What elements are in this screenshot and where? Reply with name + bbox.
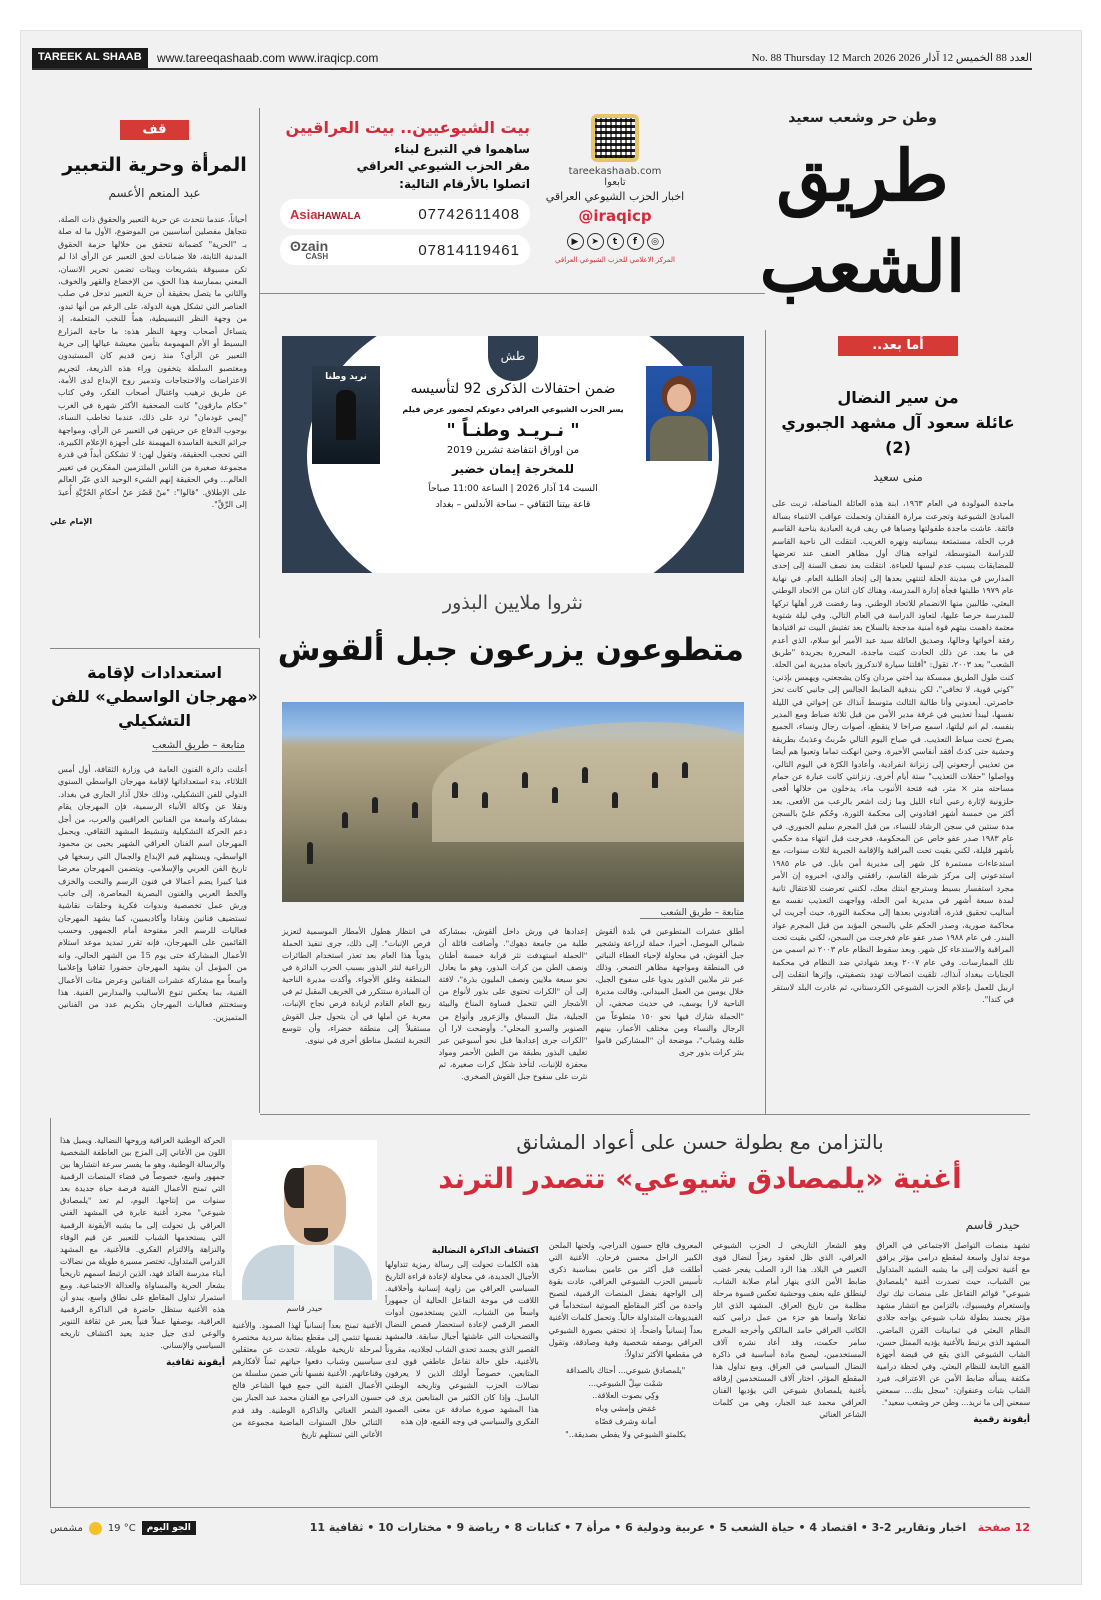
memoir-body: ماجدة المولودة في العام ١٩٦٣، ابنة هذه العائلة المناضلة، تربت على المبادئ الشيوعية وتجرعت مرارة الفقدان وتحملت عواقب الانتماء بسالة فائقة. عاشت ماجدة طفولتها وصباها في ريف قرية العبادية بناحية القاسم قرب الحلة، مستمتعة ببساتينه ونهره الغريب. انتقلت الى ناحية القاسم للدراسة المتوسطة، لتواجه هناك أول مظاهر العنف عند تعرضها للمضايقات بسبب عدم لبسها للعباءة. انتقلت بعد نصف السنة إلى إحدى المدارس في مدينة الحلة لتنتهي بعدها إلى إتحاد الطلبة العام. في نهاية عام ١٩٧٩ طلبتها فجأة إدارة المدرسة، وهناك كان اثنان من الاتحاد الوطني البعثي، طالبين منها الانضمام للاتحاد الوطني. وما رفضت قرر أهلها تركها للمدرسة حرصا عليها، لتعاود الدراسة في العام التالي. وفي ليلة شتوية معتمة داهمت بيتهم قوة أمنية مدججة بالسلاح بعد تفتيش البيت تم اقتيادها رفقة أخواتها وخالها، وصديق العائلة سيد عبد الأمير أبو سلام، الذي أعدم في ما بعد. عن ذلك الحادث كتبت ماجدة، المحررة بجريدة "طريق الشعب" بعد ٢٠٠٣، تقول: "أقلتنا سيارة لاندكروز باتجاه مديرية امن الحلة. كنت طول الطريق ممسكة بيد أختي مردان وكان يشجعني، ويهمس بإذني: "كوني قوية، لا تخافي"، لكن بندقية الضابط الجالس إلى جانبي كانت تحز خاصرتي. أبعدوني وأنا طالبة الثالث متوسط آنذاك عن إخواتي في الليلة نفسها، ليبدأ تعذيبي في غرفة مدير الأمن من قبل ثلاثة ضباط ومع المدير بنفسه. لم انم ليلتها، اسمع صراخا لا ينقطع، أصوات رجال ونساء، الجميع يصرخ تحت سياط التعذيب. في صباح اليوم التالي ضُربتُ وعذبتُ بطريقة وحشية حتى كدتُ أفقد أنفاسي الأخيرة. وحين انهكت تماما وتعبوا هم أيضا من تعذيبي أرجعوني إلى زنزانة انفرادية، وأعادوا الكرّة في اليوم التالي، وواصلوا "حفلات التعذيب" ستة أيام أخرى. زنزانتي كانت عبارة عن حمام مساحته متر × متر، فيه فتحة الأنبوب ماء، يدخلون من خلالها أفعى حلزونية لإثارة رعبي أثناء الليل وما زلت اشعر بالرعب من الأفعى. بعد أكثر من خمسة أشهر اقتادوني إلى محكمة الثورة، وحُكم عليّ بالسجن مدة سنتين في سجن الرشاد للنساء، من قبل المجرم سليم الجبوري. في عام ١٩٨٣ صدر عفو خاص عن المحكومة، فخرجت قبل انتهاء مدة حكمي بأشهر قليلة، لكني بقيت تحت المراقبة والإقامة الجبرية لثلاث سنوات، مع استدعاءات مستمرة كل شهر إلى مديرية أمن بابل. في عام ١٩٨٥ استدعوني إلى مركز شرطة القاسم، رافقني والدي، اخبروه إن الأمر مجرد استفسار بسيط وسترجع ابنتك معك، لكنني تعرضت للاعتقال ثانية لمدة سبعة أشهر في مديرية امن الحلة، وواجهت التعذيب نفسه مع أساليب تحقيق قذرة، أقتادوني بعدها إلى محكمة الثورة، حيث أجريت لي محاكمة صورية، وصدر الحكم علي بالسجن المؤبد من قبل المجرم عواد البندر. في عام ١٩٨٨ صدر عفو عام فخرجت من السجن، لكني بقيت تحت المراقبة والاستدعاء كل شهر. وبعد سقوط النظام عام ٢٠٠٣ تم اسمي من تلك الممارسات. وفي عام ٢٠٠٧ وبعد شهادتي ضد النظام في محكمة الجنايات ببغداد آنذاك، تلقيت اتصالات تهدد بتصفيتي، وإثرها انتقلت إلى اربيل للعمل بإعلام الحزب الشيوعي الكردستاني، ثم غادرت البلد لاستقر في كندا". xyxy=(772,499,1015,1005)
weather-widget xyxy=(50,1521,196,1535)
poster-title: نريد وطنا xyxy=(325,372,367,382)
verse-line: وكِي بصوت العلاقة.. xyxy=(592,1391,659,1401)
main-col-3: في انتظار هطول الأمطار الموسمية لتعزيز فرص الإنبات". إلى ذلك، جرى تنفيذ الحملة يدوياً هذا العام بعد تعذر استخدام الطائرات الزراعية لنثر البذور بسبب الحرب الدائرة في المنطقة وغلق الأجواء. وأكدت مديرة الناحية أن المبادرة ستتكرر في الخريف المقبل ثم في ربيع العام القادم لزيادة فرص نجاح الإنبات، معربة عن أملها في أن يتحول جبل القوش مستقبلاً إلى منطقة خضراء، وأن تتوسع التجربة لتشمل مناطق أخرى في نينوى. xyxy=(281,927,431,1045)
verse-line: أمانة وشرف قصّاه xyxy=(595,1416,657,1426)
opinion-column xyxy=(50,108,260,638)
issue-info: No. 88 Thursday 12 March 2026 العدد 88 الخميس 12 آذار 2026 xyxy=(751,52,1032,64)
song-col-3 xyxy=(549,1240,703,1500)
song-author: حيدر قاسم xyxy=(965,1218,1020,1232)
social-box xyxy=(545,108,685,288)
sun-icon xyxy=(89,1522,102,1535)
memoir-title-line-1: من سير النضال xyxy=(837,388,959,407)
section-index xyxy=(310,1521,1030,1534)
song-body xyxy=(385,1240,1030,1500)
memoir-label: أما بعد.. xyxy=(838,336,958,356)
weather-label: الجو اليوم xyxy=(142,1521,196,1535)
song-subhead-cultural: أيقونة ثقافية xyxy=(166,1358,225,1369)
zaincash-number[interactable]: 07814119461 xyxy=(418,241,520,259)
asiahawala-number[interactable]: 07742611408 xyxy=(418,205,520,223)
event-banner xyxy=(282,336,744,573)
song-subhead-digital: أيقونة رقمية xyxy=(973,1415,1030,1426)
slogan: وطن حر وشعب سعيد xyxy=(788,110,937,126)
main-col-1: أطلق عشرات المتطوعين في بلدة ألقوش شمالي الموصل، أخيرا، حملة لزراعة وتشجير جبل ألقوش، في محاولة لإحياء الغطاء النباتي في المنطقة ومواجهة مظاهر التصحر، وذلك عبر نثر ملايين البذور يدويا على سفوح الجبل، خلال يومين من العمل الميداني. وقالت مديرة الناحية لارا يوسف، في حديث صحفي، أن "الحملة شارك فيها نحو ١٥٠ متطوعاً من الرجال والنساء ومن مختلف الأعمار، بينهم طلبة وشباب"، موضحة أن "المشاركين قاموا بنثر كرات بذور جرى xyxy=(595,927,744,1057)
film-title: " نـريـد وطنـاً " xyxy=(446,420,580,441)
masthead xyxy=(690,110,1035,308)
weather-temperature: 19 °C xyxy=(107,1522,136,1534)
event-occasion: ضمن احتفالات الذكرى 92 لتأسيسه xyxy=(410,381,616,397)
song-left-text: الحركة الوطنية العراقية وروحها النضالية. ويميل هذا اللون من الأغاني إلى المزج بين العاطفة الشخصية والرسالة الوطنية، وهو ما يفسر سرعة انتشارها بين جمهور واسع، خصوصاً في فضاء المنصات الرقمية التي تمنح الأعمال الفنية فرصة حياة جديدة بعد سنوات من إنتاجها. اليوم، لم تعد "يلمصادق شيوعي" مجرد أغنية عابرة في المشهد الفني العراقي بل تحولت إلى ما يشبه الأيقونة الرقمية التي يستخدمها الشباب للتعبير عن قيم الوفاء والنزاهة والالتزام الفكري. فالأغنية، مع المشهد الدرامي المتداول، تختصر مسيرة طويلة من نضالات أبناء مدرسة الفائد فهد، الذين ارتبط اسمهم تاريخياً بشعار الحرية والمساواة والعدالة الاجتماعية. ومع استمرار تداول المقاطع على نطاق واسع، يبدو أن هذه الأغنية ستظل حاضرة في الذاكرة الرقمية العراقية، بوصفها عملاً فنياً يعبر عن ثقافة التنوير والوعي لدى جيل جديد يعيد اكتشاف تاريخه السياسي والإنساني. xyxy=(60,1136,225,1351)
event-invite: يسر الحزب الشيوعي العراقي دعوتكم لحضور عرض فيلم xyxy=(402,405,624,414)
instagram-icon[interactable]: ◎ xyxy=(647,233,664,250)
zaincash-row xyxy=(280,235,530,265)
song-left-column xyxy=(60,1135,225,1495)
festival-body: أعلنت دائرة الفنون العامة في وزارة الثقافة، أول أمس الثلاثاء، بدء استعداداتها لإقامة مهرجان الواسطي السنوي الدولي للفن التشكيلي، وذلك خلال آذار الجاري في بغداد. ونقلا عن وكالة الأنباء الرسمية، فإن المهرجان يقام بمشاركة واسعة من الفنانين العراقيين والعرب، من أجل دعم الحركة التشكيلية وتنشيط المشهد الثقافي. ويحمل المهرجان اسم الفنان العراقي الشهير يحيى بن محمود الواسطي، ويستلهم قيم الإبداع والجمال التي رسخها في تاريخ الفن العربي والإسلامي. ويتضمن المهرجان معرضا فنيا كبيرا يضم أعمالا في فنون الرسم والنحت والخزف والخط العربي والفنون البصرية المعاصرة، إلى جانب ورش عمل تخصصية وندوات فكرية وحلقات نقاشية تستضيف فنانين ونقادا وأكاديميين، كما يشهد المهرجان فعاليات للرسم الحر مفتوحة أمام الجمهور. وحسب القائمين على المهرجان، فإنه تقرر تمديد موعد استلام الأعمال المشاركة حتى يوم 15 من الشهر الحالي، وانه من المؤمل أن يشهد المهرجان حضورا ثقافيا وإعلاميا واسعاً مع مشاركة عشرات الفنانين وعرض مئات الأعمال الفنية، بما يعكس تنوع الأساليب والمدارس الفنية. هذا وستختتم فعاليات المهرجان بتكريم عدد من الفنانين المتميزين. xyxy=(58,765,248,1022)
song-col-2-text: وهو الشعار التاريخي لـ الحزب الشيوعي العراقي، الذي ظل لعقود رمزاً لنضال قوى التغيير في البلاد. هذا الرد الصلب يفجر غضب ضابط الأمن الذي ينهار أمام صلابة الشاب، لينطلق عليه بعنف ووحشية تعكس قسوة مرحلة مظلمة من تاريخ العراق. المشهد الذي اثار تفاعلا واسعا هو جزء من عمل درامي كتبه الكاتب العراقي حامد المالكي وأخرجه المخرج سامر حكمت، وقد أعاد نشره آلاف المستخدمين، ليصبح مادة أساسية في ذاكرة النضال السياسي في العراق. ومع تداول هذا المقطع المؤثر، اختار آلاف المستخدمين إرفاقه بأغنية يلمصادق شيوعي التي يؤديها الفنان العراقي محمد عبد الجبار، وهي من كلمات الشاعر الغنائي xyxy=(712,1241,867,1420)
verse-line: بكلمتو الشيوعي ولا يفطي بصديقة.." xyxy=(565,1429,687,1439)
party-logo-icon: طش xyxy=(488,336,538,381)
song-col-3-text: المعروف فالح حسون الدراجي، ولحنها الملحن الكبير الراحل محسن فرحان. الأغنية التي أطلقت قبل أكثر من عامين بمناسبة ذكرى تأسيس الحزب الشيوعي العراقي، عادت بقوة إلى الواجهة بفضل المنصات الرقمية، لتصبح واحدة من أكثر المقاطع الصوتية استخداماً في الفيديوهات المتداولة حالياً. وتحمل كلمات الأغنية بعداً إنسانياً واضحاً، إذ تحتفي بصورة الشيوعي العراقي بوصفه شخصية وفية وصادقة، وتقول في مقطعها الأكثر تداولاً: xyxy=(548,1241,703,1359)
youtube-icon[interactable]: ▶ xyxy=(567,233,584,250)
memoir-author: منى سعيد xyxy=(873,470,923,485)
footer xyxy=(50,1521,1030,1543)
verse-line: "يلمصادق شيوعي... أحتاك بالصداقة xyxy=(565,1365,686,1375)
main-body xyxy=(282,912,744,1107)
social-icons xyxy=(545,233,685,250)
festival-article xyxy=(50,648,260,1113)
donation-line-3: اتصلوا بالأرقام التالية: xyxy=(399,176,530,191)
social-handle[interactable]: @iraqicp xyxy=(578,207,652,225)
verse-line: شمْت سِلّ الشيوعي... xyxy=(588,1378,663,1388)
song-mid-text: الأغنية تمنح بعداً إنسانياً لهذا الصمود. والأغنية نفسها تنتمي إلى مقطع بمثابة سردية مختصرة لمرحلة تاريخية طويلة، تتحدث عن معتقلين سياسيين وشباب دفعوا حياتهم ثمناً لأفكارهم وقناعاتهم. الأغنية نفسها تأتي ضمن سلسلة من الأعمال الفنية التي جمع فيها الشاعر فالح حسون الدراجي مع الفنان محمد عبد الجبار بين الشعر الغنائي والذاكرة الوطنية. وقد قدم الثنائي خلال السنوات الماضية مجموعة من الأغاني التي تستلهم تاريخ xyxy=(232,1321,382,1439)
facebook-icon[interactable]: f xyxy=(627,233,644,250)
song-verse xyxy=(549,1365,703,1442)
site-link[interactable]: tareekashaab.com xyxy=(568,166,662,177)
song-col-2 xyxy=(713,1240,867,1500)
song-kicker: بالتزامن مع بطولة حسن على أعواد المشانق xyxy=(516,1130,884,1154)
festival-byline: متابعة – طريق الشعب xyxy=(152,740,245,751)
page-count: 12 صفحة xyxy=(977,1521,1030,1534)
qr-code-icon[interactable] xyxy=(591,114,639,162)
news-label: اخبار الحزب الشيوعي العراقي xyxy=(545,190,685,203)
section-list[interactable]: اخبار وتقارير 2-3 • اقتصاد 4 • حياة الشعب 5 • عربية ودولية 6 • مرأة 7 • كتابات 8 • رياضة 9 • مختارات 10 • ثقافية 11 xyxy=(309,1521,967,1534)
brand-tag: TAREEK AL SHAAB xyxy=(32,48,148,68)
memoir-title xyxy=(766,386,1030,460)
song-col-1 xyxy=(876,1240,1030,1500)
song-subhead-memory: اكتشاف الذاكرة النضالية xyxy=(431,1246,539,1256)
donation-title: بيت الشيوعيين.. بيت العراقيين xyxy=(285,118,530,137)
song-mid-column xyxy=(232,1320,382,1500)
memoir-title-line-2: عائلة سعود آل مشهد الجبوري (2) xyxy=(781,412,1015,457)
festival-title: استعدادات لإقامة «مهرجان الواسطي» للفن التشكيلي xyxy=(51,663,258,730)
main-headline: متطوعون يزرعون جبل ألقوش xyxy=(277,632,744,668)
column-title: المرأة وحرية التعبير xyxy=(62,154,247,176)
main-col-2: إعدادها في ورش داخل ألقوش، بمشاركة طلبة من جامعة دهوك". وأضافت قائلة أن "الحملة استهدفت نثر قرابة خمسة أطنان ونصف الطن من كرات البذور، وهو ما يعادل نحو سبعة ملايين ونصف المليون بذرة"، لافتة إلى أن "الكرات تحتوي على بذور لأنواع من الأشجار التي تتحمل قساوة المناخ والبيئة الجبلية، مثل السماق والزعرور وأنواع من الصنوبر والسرو المحلي". وأوضحت لارا أن "الكرات جرى إعدادها قبل نحو أسبوعين عبر تغليف البذور بطبقة من الطين الأحمر ومواد محفزة للإنبات، لتأخذ شكل كرات صغيرة، ثم نثرت على سفوح جبل القوش الصخري. xyxy=(438,927,588,1081)
author-photo xyxy=(232,1140,377,1300)
column-body: أحياناً، عندما نتحدث عن حرية التعبير والحقوق ذات الصلة، نتجاهل مفصلين أساسيين من الموضوع، الأول ما له صلة بـ "الحرية" كضمانة تتحقق من خلالها حزمة الحقوق المدنية الثابتة، فلا ضمانات لحق التعبير عن الرأي اذا لم تكن مسبوقة بتشريعات وبيئات تضمن تحرير الانسان، المعني بممارسة هذا الحق، من الإخضاع والقهر والخوف، والثاني ما يتصل بحقيقة أن حرية التعبير تدخل في صلب العناصر التي تشكل هوية الدولة، على الرغم من أنها تبدو، من وجهة النظر التبسيطية، هماً للنخب المتعلمة، إذ يتساءل أصحاب وجهة النظر هذه: ما حاجة المزارع البسيط أو الأم المهمومة بتأمين معيشة عيالها إلى حرية التعبير عن الرأي؟ منذ زمن قديم كان المستبدون ومغتصبو السلطة يتخفون وراء هذه الذريعة، لتجريم الاعتراضات والاحتجاجات وتدمير روح الإبداع لدى الأمة، عن طريق ترهيب واغتيال أصحاب الفكر، وفي كتاب "حكام مارقون" كانت الصحفية الأكثر شهرة في الغرب "إيمي غودمان" ترد على ذلك، عندما تخاطب النساء، بوجوب الدفاع عن حريتهن في التعبير عن الرأي، ومواجهة جرائم النخبة الفاسدة المهيمنة على أجهزة الإعلام الكبيرة، التي تحجب الحقيقة، وتقول لهن: لا تشككن أبداً في قدرة مجموعة صغيرة من الناس الملتزمين المفكرين في تغيير العالم... وفي الحقيقة إنهم الشيء الوحيد الذي غيّر العالم على الإطلاق. "قالوا": "منْ قَصُرَ عنْ أحكامِ الحُرِّيَّةِ أُعيدَ إلى الرِّقِّ". xyxy=(58,215,247,509)
telegram-icon[interactable]: ➤ xyxy=(587,233,604,250)
memoir-column xyxy=(765,330,1030,1115)
asiahawala-row xyxy=(280,199,530,229)
verse-line: غمَض وإمشي وياه xyxy=(595,1404,656,1414)
weather-condition: مشمس xyxy=(50,1522,83,1534)
media-center-label: المركز الاعلامي للحزب الشيوعي العراقي xyxy=(555,256,675,264)
site-urls[interactable]: www.tareeqashaab.com www.iraqicp.com xyxy=(157,51,379,65)
event-datetime: السبت 14 آذار 2026 | الساعة 11:00 صباحاً xyxy=(428,484,598,494)
donation-line-1: ساهموا في التبرع لبناء xyxy=(394,142,530,156)
zaincash-logo: ʘzain CASH xyxy=(290,238,329,261)
song-headline: أغنية «يلمصادق شيوعي» تتصدر الترند xyxy=(438,1162,962,1195)
song-col-4 xyxy=(385,1240,539,1500)
event-venue: قاعة بيتنا الثقافي – ساحة الأندلس – بغداد xyxy=(435,500,591,510)
newspaper-logo: طريق الشعب xyxy=(759,134,966,308)
song-col-4-text: هذه الكلمات تحولت إلى رسالة رمزية تتداولها الأجيال الجديدة، في محاولة لإعادة قراءة التاريخ السياسي العراقي من زاوية إنسانية وأخلاقية. اللافت في موجة التفاعل الحالية أن جمهوراً واسعاً من الشباب، الذين يستخدمون أدوات العصر الرقمي لإعادة استحضار قصص النضال والتضحيات التي عاشتها أجيال سابقة. فالمشهد القصير الذي يجسد تحدي الشاب لجلاديه، مقروناً بالأغنية، خلق حالة تفاعل عاطفي قوي لدى المتابعين، خصوصاً أولئك الذين لا يعرفون نضالات الحزب الشيوعي وتاريخه الوطني الباسل. وإذا كان الكثير من المتابعين يرى في هذا المشهد صورة صادقة عن معنى الصمود الفكري والسياسي في وجه القمع، فإن هذه xyxy=(385,1260,539,1427)
asiahawala-logo: AsiaHAWALA xyxy=(290,206,361,222)
song-col-1-text: تشهد منصات التواصل الاجتماعي في العراق موجة تداول واسعة لمقطع درامي مؤثر يرافق مع أغنية تحولت إلى ما يشبه النشيد المتداول بين الشباب، حيث تصدرت أغنية "يلمصادق شيوعي" قوائم التفاعل على منصات تيك توك وإنستغرام وفيسبوك، بالتزامن مع انتشار مشهد مؤثر يجسد بطولة شاب شيوعي يواجه جلادي النظام البعثي في ثمانينات القرن الماضي. المشهد الذي يرتبط بالأغنية يؤديه الممثل حسن، الشاب الشيوعي الذي يقع في قبضة أجهزة القمع التابعة للنظام البعثي. وفي لحظة درامية مكثفة يسأله ضابط الأمن عن الاعتراف، فيرد الشاب بثبات وعنفوان: "سجل بنك... سمعني سمعني إلى ما نريد... وطن حر وشعب سعيد". xyxy=(876,1241,1030,1408)
column-author: عبد المنعم الأعسم xyxy=(108,186,201,200)
top-bar xyxy=(32,48,1032,70)
donation-line-2: مقر الحزب الشيوعي العراقي xyxy=(356,159,530,174)
twitter-icon[interactable]: t xyxy=(607,233,624,250)
director-portrait xyxy=(646,366,712,461)
column-signoff: الإمام علي xyxy=(50,517,93,527)
column-label: قف xyxy=(120,120,189,140)
main-photo xyxy=(282,702,744,902)
event-text xyxy=(382,381,644,510)
follow-label: تابعوا xyxy=(604,177,626,188)
main-kicker: نثروا ملايين البذور xyxy=(442,592,584,614)
donation-box xyxy=(280,118,530,288)
film-director: للمخرجة إيمان خضير xyxy=(451,462,575,476)
film-subtitle: من اوراق انتفاضة تشرين 2019 xyxy=(446,445,580,456)
donation-text xyxy=(280,141,530,193)
author-photo-caption: حيدر قاسم xyxy=(286,1304,323,1313)
main-byline: متابعة – طريق الشعب xyxy=(640,908,744,919)
film-poster xyxy=(312,366,380,464)
